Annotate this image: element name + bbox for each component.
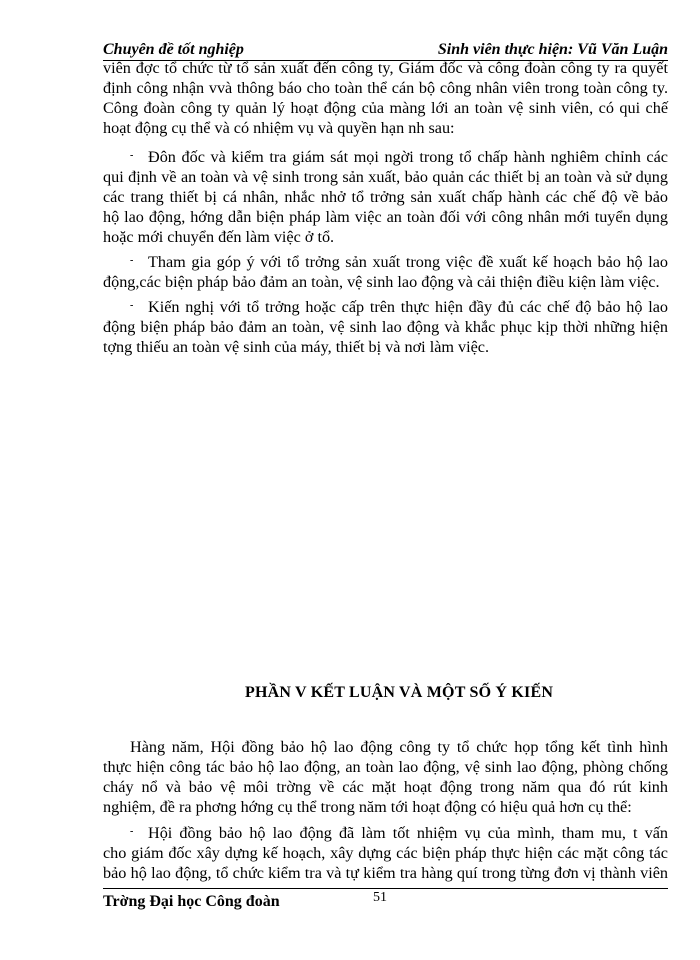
text-line: các trang thiết bị cá nhân, nhắc nhở tổ trởng sản xuất chấp hành các chế độ về bảo <box>103 188 668 206</box>
text-line: Hàng năm, Hội đồng bảo hộ lao động công ty tổ chức họp tổng kết tình hình <box>130 738 668 756</box>
bullet-marker: - <box>130 826 134 837</box>
text-line: nghiệm, đề ra phơng hớng cụ thể trong năm tới hoạt động có hiệu quả hơn cụ thể: <box>103 798 632 816</box>
text-line: cháy nổ và bảo vệ môi trờng về các mặt hoạt động trong năm qua đó rút kinh <box>103 778 668 796</box>
text-line: qui định về an toàn và vệ sinh trong sản xuất, bảo quản các thiết bị an toàn và sử dụng <box>103 168 668 186</box>
text-line: Đôn đốc và kiểm tra giám sát mọi ngời trong tổ chấp hành nghiêm chỉnh các <box>148 148 668 166</box>
header-right: Sinh viên thực hiện: Vũ Văn Luận <box>437 41 668 58</box>
section-heading: PHẦN V KẾT LUẬN VÀ MỘT SỐ Ý KIẾN <box>245 684 554 701</box>
text-line: Công đoàn công ty quản lý hoạt động của màng lới an toàn vệ sinh viên, có qui chế <box>103 99 668 117</box>
text-line: Kiến nghị với tổ trởng hoặc cấp trên thực hiện đầy đủ các chế độ bảo hộ lao <box>148 298 668 316</box>
text-line: thực hiện công tác bảo hộ lao động, an toàn lao động, vệ sinh lao động, phòng chống <box>103 758 668 776</box>
text-line: động,các biện pháp bảo đảm an toàn, vệ sinh lao động và cải thiện điều kiện làm việc. <box>103 273 660 291</box>
header-left: Chuyên đề tốt nghiệp <box>103 41 244 58</box>
text-line: bảo hộ lao động, tổ chức kiểm tra và tự kiểm tra hàng quí trong từng đơn vị thành viên <box>103 864 668 882</box>
text-line: hộ lao động, hớng dẫn biện pháp làm việc an toàn đối với công nhân mới tuyển dụng <box>103 208 668 226</box>
text-line: Tham gia góp ý với tổ trởng sản xuất trong việc đề xuất kế hoạch bảo hộ lao <box>148 253 668 271</box>
bullet-marker: - <box>130 150 134 161</box>
text-line: cho giám đốc xây dựng kế hoạch, xây dựng các biện pháp thực hiện các mặt công tác <box>103 844 668 862</box>
bullet-marker: - <box>130 300 134 311</box>
footer-institution: Trờng Đại học Công đoàn <box>103 893 280 910</box>
bullet-marker: - <box>130 255 134 266</box>
text-line: Hội đồng bảo hộ lao động đã làm tốt nhiệm vụ của mình, tham mu, t vấn <box>148 824 668 842</box>
footer-rule <box>103 888 668 889</box>
text-line: tợng thiếu an toàn vệ sinh của máy, thiết bị và nơi làm việc. <box>103 338 490 356</box>
text-line: định công nhận vvà thông báo cho toàn thể cán bộ công nhân viên trong toàn công ty. <box>103 79 668 97</box>
page-number: 51 <box>373 890 387 905</box>
text-line: hoặc mới chuyển đến làm việc ở tổ. <box>103 228 335 246</box>
text-line: hoạt động cụ thể và có nhiệm vụ và quyền hạn nh sau: <box>103 119 455 137</box>
text-line: viên đợc tổ chức từ tổ sản xuất đến công ty, Giám đốc và công đoàn công ty ra quyết <box>103 59 668 77</box>
text-line: động biện pháp bảo đảm an toàn, vệ sinh lao động và khắc phục kịp thời những hiện <box>103 318 668 336</box>
